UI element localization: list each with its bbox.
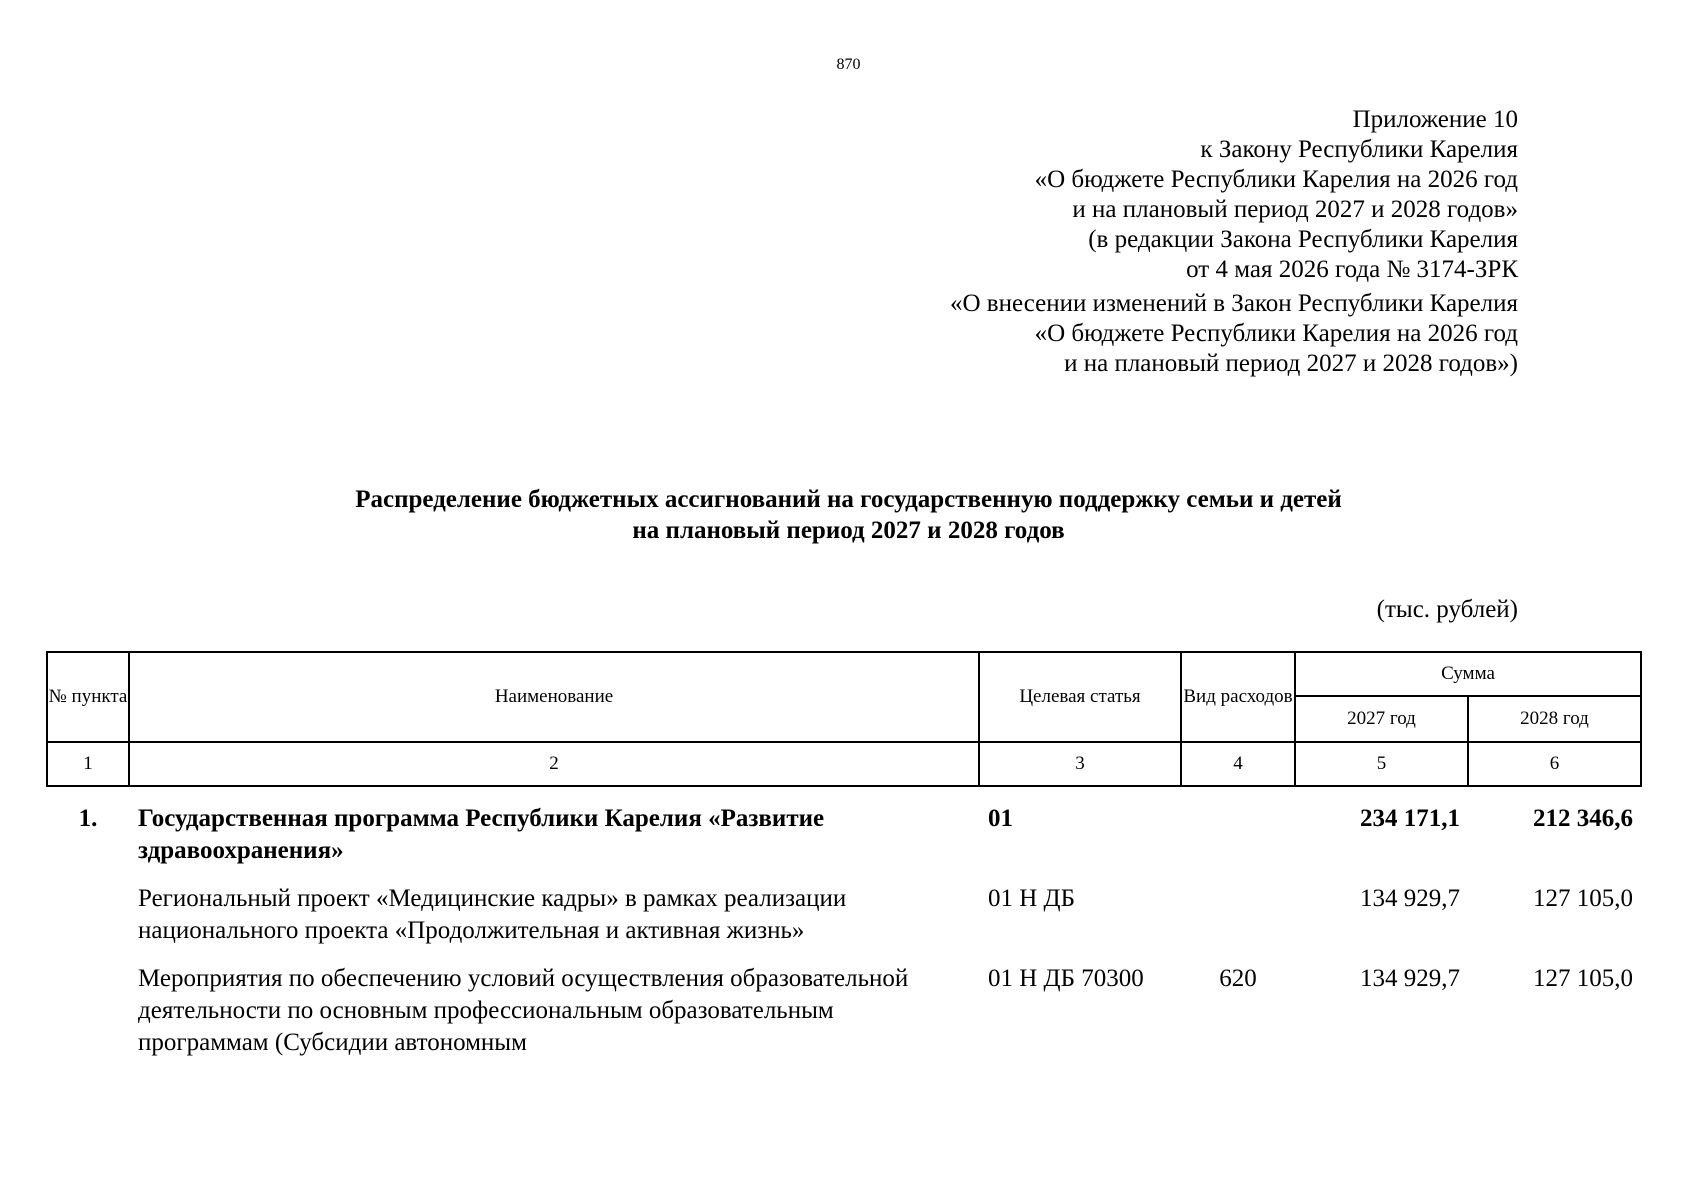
- appendix-line: «О бюджете Республики Карелия на 2026 год: [1034, 166, 1518, 193]
- header-name: Наименование: [129, 652, 979, 742]
- row-name: Региональный проект «Медицинские кадры» в рамках реализации национального проекта «Продолжительная и активная жизнь»: [138, 885, 847, 944]
- header-sum: Сумма: [1295, 652, 1641, 696]
- title-line-1: Распределение бюджетных ассигнований на государственную поддержку семьи и детей: [355, 486, 1342, 513]
- page-number: 870: [836, 56, 861, 73]
- column-number: 3: [979, 742, 1181, 786]
- header-article: Целевая статья: [979, 652, 1181, 742]
- title-line-2: на плановый период 2027 и 2028 годов: [632, 517, 1065, 544]
- column-number: 2: [129, 742, 979, 786]
- row-sum-2027: 134 929,7: [1360, 965, 1460, 992]
- row-article: 01: [988, 805, 1013, 832]
- row-vid: [1181, 867, 1295, 947]
- column-number: 1: [47, 742, 129, 786]
- row-sum-2027: 134 929,7: [1360, 885, 1460, 912]
- appendix-line: «О бюджете Республики Карелия на 2026 год: [1034, 320, 1518, 347]
- row-sum-2028: 127 105,0: [1533, 885, 1633, 912]
- row-num: [47, 947, 129, 1059]
- appendix-line: к Закону Республики Карелия: [1200, 136, 1518, 163]
- row-name: Мероприятия по обеспечению условий осуществления образовательной деятельности по основным профессиональным образовательным программам (Субсидии автономным: [138, 965, 909, 1056]
- appendix-line: от 4 мая 2026 года № 3174-ЗРК: [1186, 256, 1518, 283]
- column-number: 4: [1181, 742, 1295, 786]
- row-vid: [1181, 786, 1295, 867]
- row-sum-2027: 234 171,1: [1360, 805, 1460, 832]
- table-row: [47, 786, 1641, 867]
- row-num: [47, 867, 129, 947]
- appendix-line: «О внесении изменений в Закон Республики Карелия: [949, 290, 1518, 317]
- appendix-line: (в редакции Закона Республики Карелия: [1088, 226, 1518, 253]
- header-2027: 2027 год: [1295, 696, 1468, 742]
- row-article: 01 Н ДБ 70300: [988, 965, 1144, 992]
- table-row: [47, 867, 1641, 947]
- header-vid: Вид расходов: [1181, 652, 1295, 742]
- row-name: Государственная программа Республики Карелия «Развитие здравоохранения»: [138, 805, 825, 864]
- row-sum-2028: 127 105,0: [1533, 965, 1633, 992]
- appendix-line: и на плановый период 2027 и 2028 годов»): [1064, 350, 1518, 377]
- document-title: [0, 484, 1697, 546]
- row-vid: 620: [1219, 965, 1257, 992]
- header-2028: 2028 год: [1468, 696, 1641, 742]
- column-number: 5: [1295, 742, 1468, 786]
- table-row: [47, 947, 1641, 1059]
- row-num: 1.: [78, 805, 98, 832]
- header-num: № пункта: [47, 652, 129, 742]
- units-label: (тыс. рублей): [1376, 596, 1518, 623]
- row-sum-2028: 212 346,6: [1533, 805, 1633, 832]
- budget-table: [46, 651, 1642, 1059]
- appendix-header: [950, 105, 1518, 379]
- column-number: 6: [1468, 742, 1641, 786]
- row-article: 01 Н ДБ: [988, 885, 1075, 912]
- appendix-line: и на плановый период 2027 и 2028 годов»: [1072, 196, 1518, 223]
- appendix-line: Приложение 10: [1352, 106, 1518, 133]
